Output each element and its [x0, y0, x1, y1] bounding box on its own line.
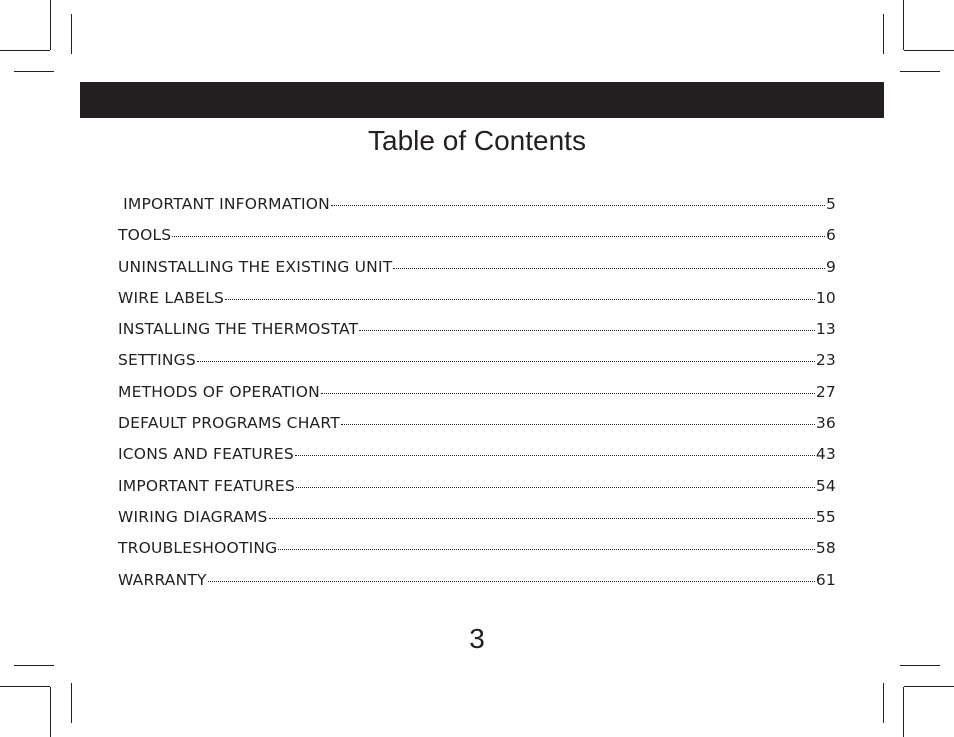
- toc-entry-label: DEFAULT PROGRAMS CHART: [118, 414, 340, 433]
- crop-mark: [900, 71, 940, 72]
- dot-leader: [341, 424, 815, 425]
- toc-entry-page: 5: [825, 195, 836, 213]
- toc-entry[interactable]: [118, 414, 836, 445]
- crop-mark: [0, 50, 50, 51]
- crop-mark: [900, 665, 940, 666]
- crop-mark: [883, 683, 884, 723]
- crop-mark: [904, 50, 954, 51]
- toc-entry-page: 10: [815, 288, 836, 307]
- dot-leader: [172, 236, 825, 237]
- crop-mark: [883, 14, 884, 54]
- toc-entry[interactable]: [118, 320, 836, 351]
- table-of-contents: [118, 195, 836, 602]
- page-number: 3: [469, 623, 485, 654]
- header-bar: [80, 82, 884, 118]
- toc-entry-label: UNINSTALLING THE EXISTING UNIT: [118, 257, 393, 276]
- dot-leader: [225, 299, 815, 300]
- toc-entry[interactable]: [118, 195, 836, 226]
- crop-mark: [50, 0, 51, 50]
- dot-leader: [208, 581, 815, 582]
- toc-entry[interactable]: [118, 445, 836, 476]
- toc-entry-page: 27: [815, 382, 836, 401]
- toc-entry-label: IMPORTANT FEATURES: [118, 476, 295, 495]
- toc-entry-page: 13: [815, 320, 836, 339]
- toc-entry-page: 9: [825, 257, 836, 276]
- crop-mark: [71, 14, 72, 54]
- crop-mark: [903, 687, 904, 737]
- dot-leader: [278, 549, 814, 550]
- toc-entry-label: WIRE LABELS: [118, 288, 225, 307]
- crop-mark: [903, 0, 904, 50]
- toc-entry-page: 6: [825, 226, 836, 245]
- toc-entry-label: ICONS AND FEATURES: [118, 445, 294, 464]
- toc-entry[interactable]: [118, 289, 836, 320]
- toc-entry-page: 23: [815, 351, 836, 370]
- toc-entry[interactable]: [118, 508, 836, 539]
- toc-entry-page: 54: [815, 476, 836, 495]
- toc-entry[interactable]: [118, 571, 836, 602]
- crop-mark: [904, 686, 954, 687]
- toc-entry-label: WARRANTY: [118, 570, 207, 589]
- toc-entry-label: WIRING DIAGRAMS: [118, 507, 268, 526]
- toc-entry-page: 61: [815, 570, 836, 589]
- toc-entry-page: 58: [815, 539, 836, 558]
- dot-leader: [331, 205, 825, 206]
- dot-leader: [393, 268, 825, 269]
- crop-mark: [50, 687, 51, 737]
- toc-entry[interactable]: [118, 258, 836, 289]
- crop-mark: [71, 683, 72, 723]
- dot-leader: [321, 393, 815, 394]
- dot-leader: [295, 455, 815, 456]
- toc-entry-label: SETTINGS: [118, 351, 196, 370]
- crop-mark: [14, 71, 54, 72]
- toc-entry-label: TROUBLESHOOTING: [118, 539, 278, 558]
- toc-entry-page: 55: [815, 507, 836, 526]
- dot-leader: [269, 518, 815, 519]
- toc-entry-page: 43: [815, 445, 836, 464]
- dot-leader: [359, 330, 815, 331]
- toc-entry-label: IMPORTANT INFORMATION: [118, 195, 330, 213]
- toc-entry-label: INSTALLING THE THERMOSTAT: [118, 320, 359, 339]
- dot-leader: [197, 361, 815, 362]
- toc-entry[interactable]: [118, 226, 836, 257]
- crop-mark: [14, 665, 54, 666]
- toc-entry-label: TOOLS: [118, 226, 172, 245]
- crop-mark: [0, 686, 50, 687]
- dot-leader: [296, 487, 815, 488]
- toc-entry-page: 36: [815, 414, 836, 433]
- toc-entry[interactable]: [118, 383, 836, 414]
- page-title: Table of Contents: [368, 125, 586, 156]
- toc-entry-label: METHODS OF OPERATION: [118, 382, 320, 401]
- toc-entry[interactable]: [118, 539, 836, 570]
- toc-entry[interactable]: [118, 351, 836, 382]
- toc-entry[interactable]: [118, 477, 836, 508]
